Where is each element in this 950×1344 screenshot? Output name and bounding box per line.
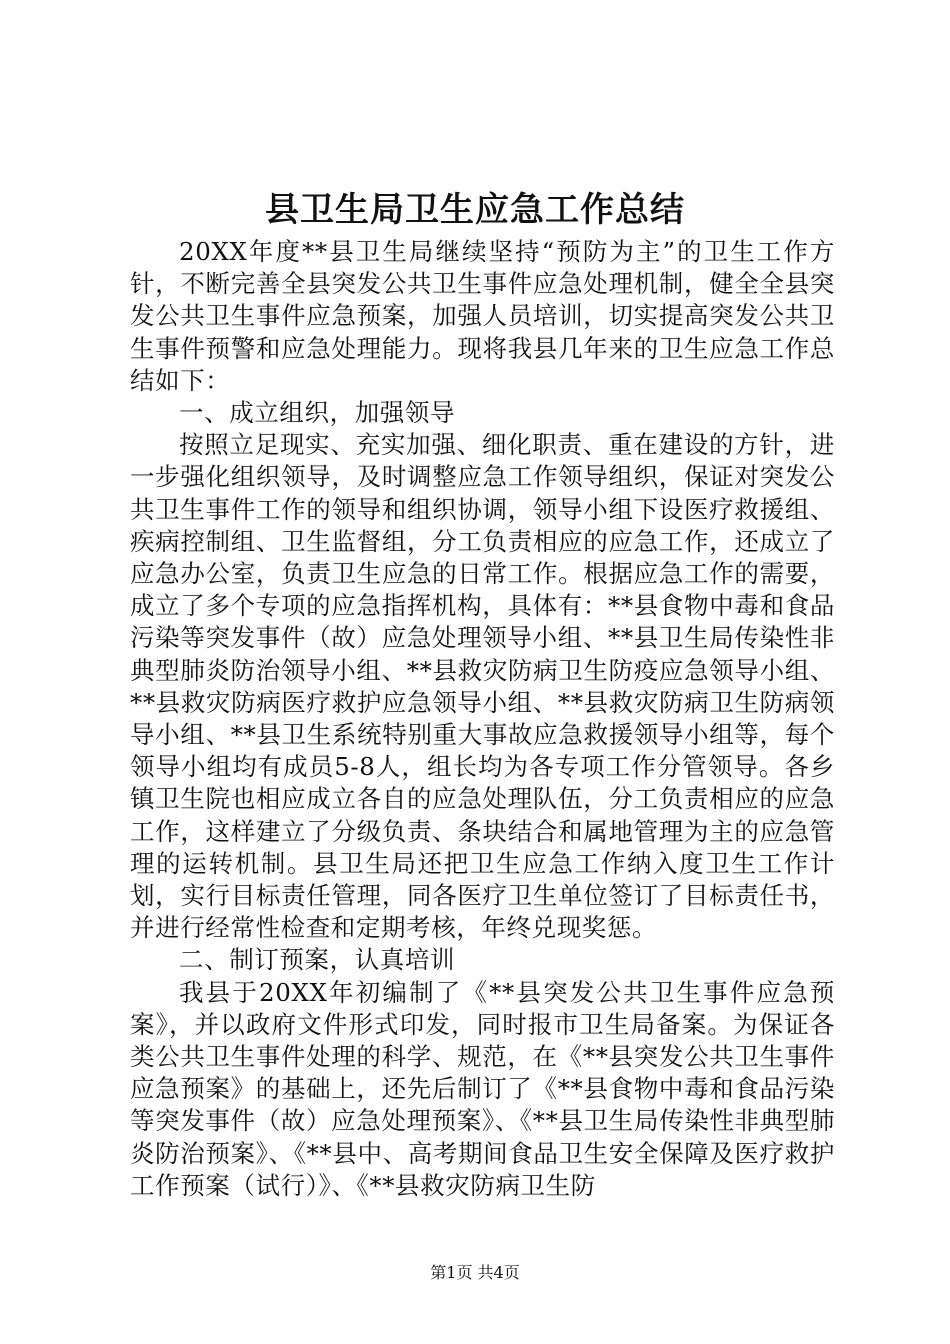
intro-paragraph: 20XX年度**县卫生局继续坚持“预防为主”的卫生工作方针，不断完善全县突发公共卫生事件应急处理机制，健全全县突发公共卫生事件应急预案，加强人员培训，切实提高突发公共卫生事件预警和应急处理能力。现将我县几年来的卫生应急工作总结如下：	[130, 237, 835, 395]
section-2-paragraph: 我县于20XX年初编制了《**县突发公共卫生事件应急预案》，并以政府文件形式印发，同时报市卫生局备案。为保证各类公共卫生事件处理的科学、规范，在《**县突发公共卫生事件应急预案》的基础上，还先后制订了《**县食物中毒和食品污染等突发事件（故）应急处理预案》、《**县卫生局传染性非典型肺炎防治预案》、《**县中、高考期间食品卫生安全保障及医疗救护工作预案（试行）》、《**县救灾防病卫生防	[130, 977, 835, 1200]
section-heading-2: 二、制订预案，认真培训	[179, 945, 456, 975]
section-1-paragraph: 按照立足现实、充实加强、细化职责、重在建设的方针，进一步强化组织领导，及时调整应急工作领导组织，保证对突发公共卫生事件工作的领导和组织协调，领导小组下设医疗救援组、疾病控制组、卫生监督组，分工负责相应的应急工作，还成立了应急办公室，负责卫生应急的日常工作。根据应急工作的需要，成立了多个专项的应急指挥机构，具体有：**县食物中毒和食品污染等突发事件（故）应急处理领导小组、**县卫生局传染性非典型肺炎防治领导小组、**县救灾防病卫生防疫应急领导小组、**县救灾防病医疗救护应急领导小组、**县救灾防病卫生防病领导小组、**县卫生系统特别重大事故应急救援领导小组等，每个领导小组均有成员5-8人，组长均为各专项工作分管领导。各乡镇卫生院也相应成立各自的应急处理队伍，分工负责相应的应急工作，这样建立了分级负责、条块结合和属地管理为主的应急管理的运转机制。县卫生局还把卫生应急工作纳入度卫生工作计划，实行目标责任管理，同各医疗卫生单位签订了目标责任书，并进行经常性检查和定期考核，年终兑现奖惩。	[130, 430, 835, 943]
document-body	[130, 236, 835, 1202]
section-heading-1: 一、成立组织，加强领导	[179, 398, 456, 428]
page-footer: 第1页 共4页	[430, 1263, 520, 1282]
document-title: 县卫生局卫生应急工作总结	[265, 190, 685, 230]
